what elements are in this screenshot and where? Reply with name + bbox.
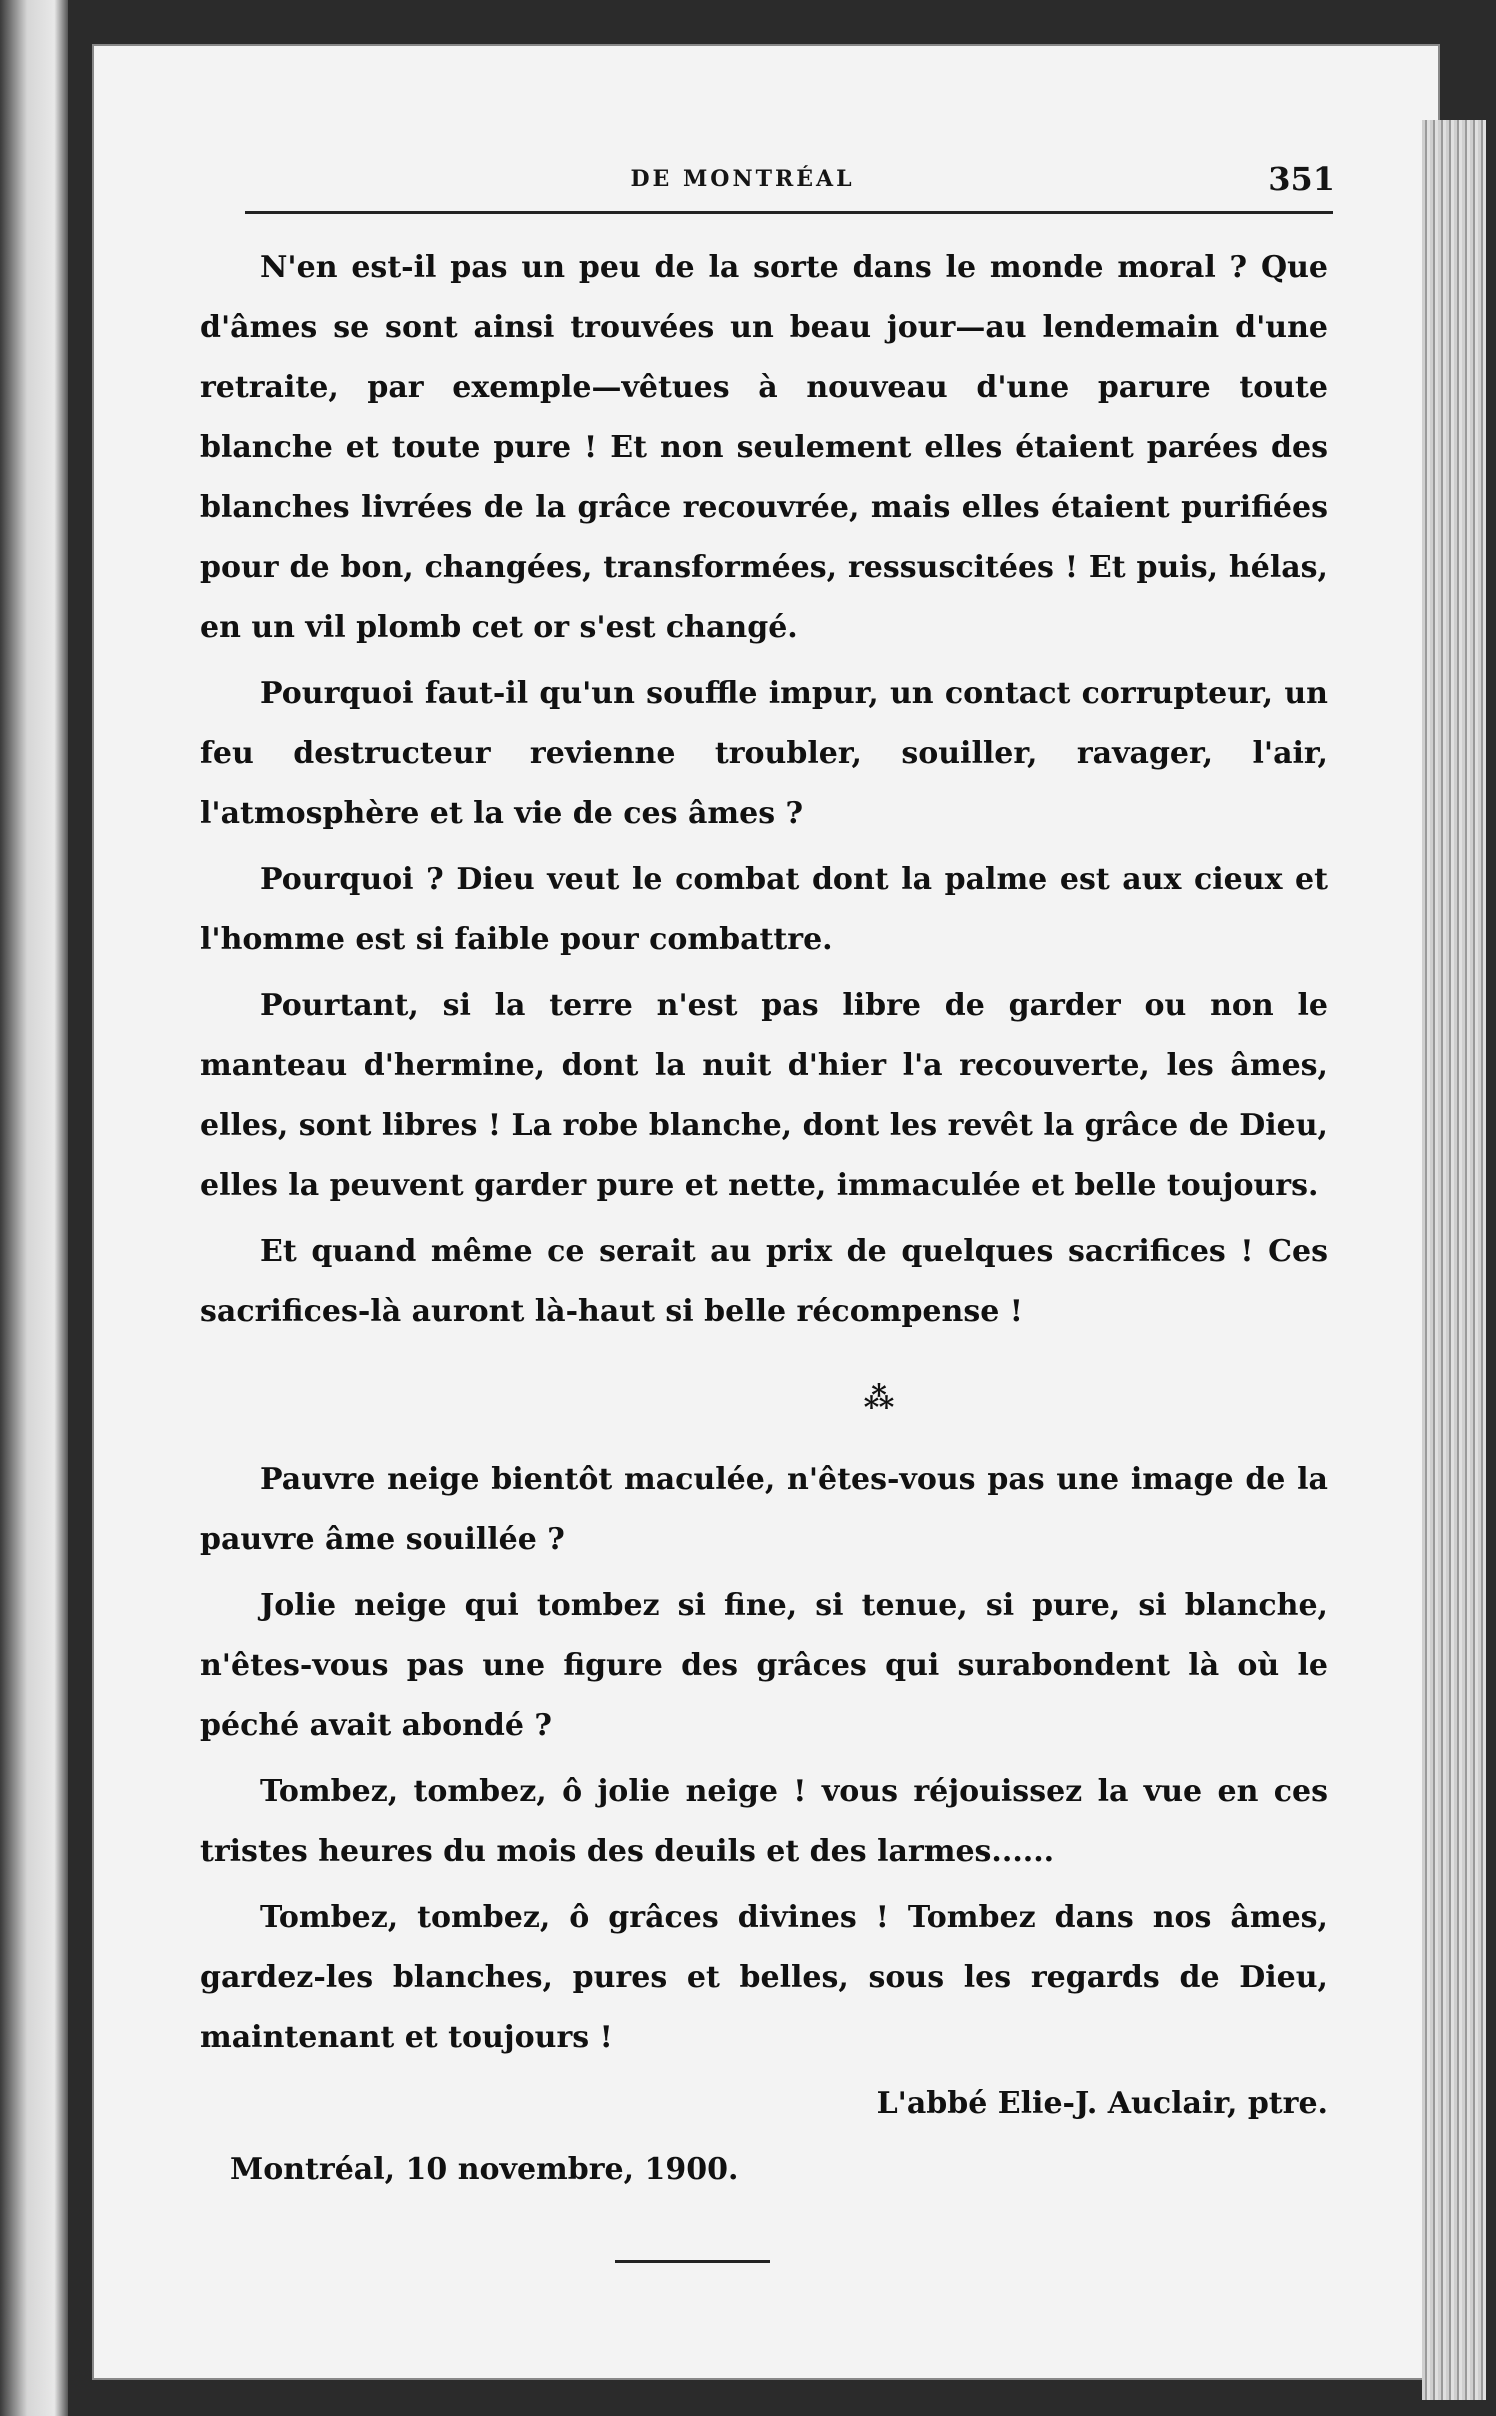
paragraph: Pauvre neige bientôt maculée, n'êtes-vous pas une image de la pauvre âme souillée ? xyxy=(200,1462,1328,1557)
asterism-separator: ⁂ xyxy=(863,1381,895,1416)
paragraph: Jolie neige qui tombez si fine, si tenue, si pure, si blanche, n'êtes-vous pas une figure des grâces qui surabondent là où le péché avait abondé ? xyxy=(200,1588,1328,1743)
header-title: DE MONTRÉAL xyxy=(630,166,855,192)
place-and-date: Montréal, 10 novembre, 1900. xyxy=(230,2152,739,2187)
header-rule xyxy=(245,211,1333,214)
paragraph: Tombez, tombez, ô jolie neige ! vous réjouissez la vue en ces tristes heures du mois des deuils et des larmes...... xyxy=(200,1774,1328,1869)
page-stack-edges xyxy=(1422,120,1486,2400)
page-number: 351 xyxy=(1268,160,1335,198)
body-text xyxy=(200,238,1328,2263)
paragraph: Pourquoi faut-il qu'un souffle impur, un contact corrupteur, un feu destructeur revienne troubler, souiller, ravager, l'air, l'atmosphère et la vie de ces âmes ? xyxy=(200,676,1328,831)
paragraph: N'en est-il pas un peu de la sorte dans le monde moral ? Que d'âmes se sont ainsi trouvées un beau jour—au lendemain d'une retraite, par exemple—vêtues à nouveau d'une parure toute blanche et toute pure ! Et non seulement elles étaient parées des blanches livrées de la grâce recouvrée, mais elles étaient purifiées pour de bon, changées, transformées, ressuscitées ! Et puis, hélas, en un vil plomb cet or s'est changé. xyxy=(200,250,1328,645)
running-header xyxy=(150,160,1335,200)
facing-page-edge xyxy=(0,0,68,2416)
paragraph: Et quand même ce serait au prix de quelques sacrifices ! Ces sacrifices-là auront là-haut si belle récompense ! xyxy=(200,1234,1328,1329)
end-rule xyxy=(615,2260,770,2263)
paragraph: Tombez, tombez, ô grâces divines ! Tombez dans nos âmes, gardez-les blanches, pures et belles, sous les regards de Dieu, maintenant et toujours ! xyxy=(200,1900,1328,2055)
paragraph: Pourquoi ? Dieu veut le combat dont la palme est aux cieux et l'homme est si faible pour combattre. xyxy=(200,862,1328,957)
author-signature: L'abbé Elie-J. Auclair, ptre. xyxy=(876,2086,1328,2121)
paragraph: Pourtant, si la terre n'est pas libre de garder ou non le manteau d'hermine, dont la nuit d'hier l'a recouverte, les âmes, elles, sont libres ! La robe blanche, dont les revêt la grâce de Dieu, elles la peuvent garder pure et nette, immaculée et belle toujours. xyxy=(200,988,1328,1203)
